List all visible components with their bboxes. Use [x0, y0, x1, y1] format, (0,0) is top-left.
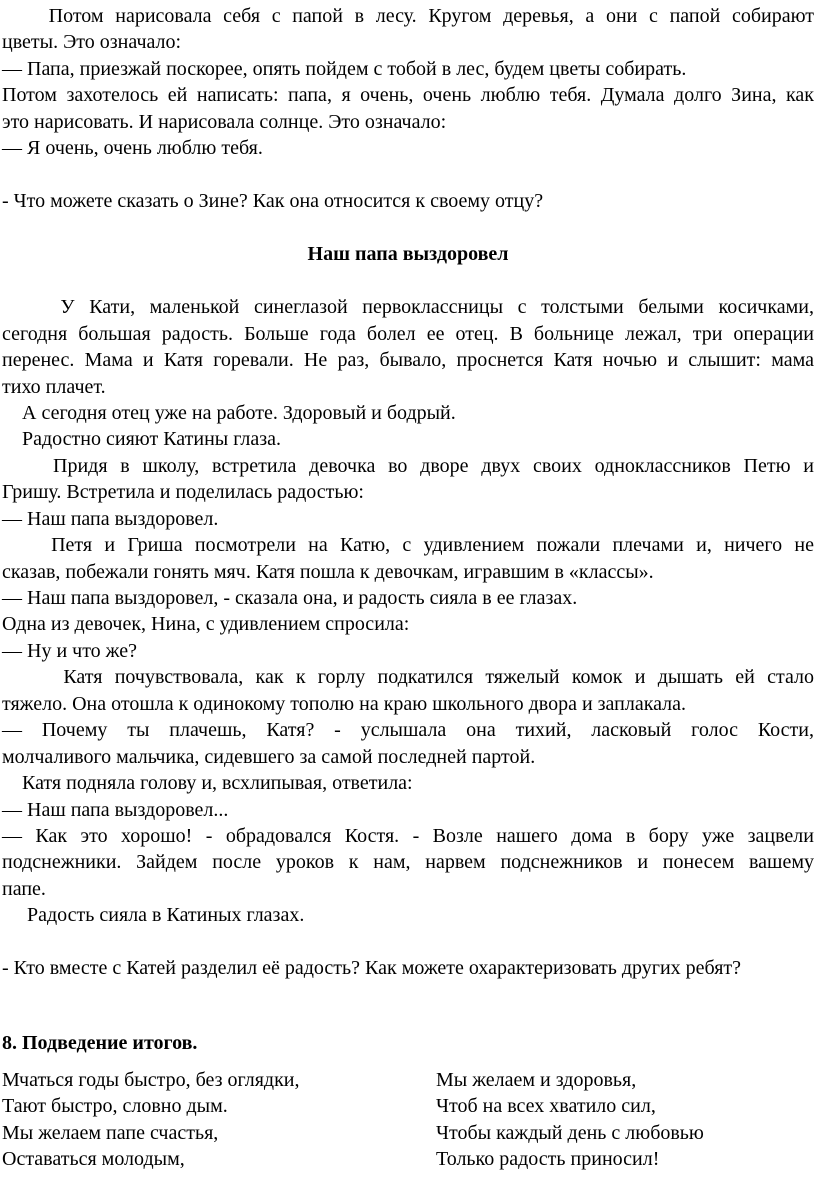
story-line: А сегодня отец уже на работе. Здоровый и бодрый.: [2, 402, 456, 424]
story-line: Придя в школу, встретила девочка во дворе двух своих одноклассников Петю и: [2, 455, 814, 477]
story-line: молчаливого мальчика, сидевшего за самой последней партой.: [2, 746, 536, 768]
story-line: Гришу. Встретила и поделилась радостью:: [2, 481, 364, 503]
intro-line: Потом нарисовала себя с папой в лесу. Кругом деревья, а они с папой собирают: [2, 5, 814, 27]
poem-right-line: Чтоб на всех хватило сил,: [436, 1095, 656, 1117]
story-line: Радость сияла в Катиных глазах.: [2, 904, 305, 926]
poem-right-line: Чтобы каждый день с любовью: [436, 1122, 704, 1144]
poem-left-line: Мы желаем папе счастья,: [2, 1122, 219, 1144]
story-line: — Наш папа выздоровел.: [2, 508, 219, 530]
intro-line: это нарисовать. И нарисовала солнце. Это означало:: [2, 111, 447, 133]
story-line: перенес. Мама и Катя горевали. Не раз, бывало, проснется Катя ночью и слышит: мама: [2, 349, 814, 371]
poem-right-line: Мы желаем и здоровья,: [436, 1069, 637, 1091]
story-line: Одна из девочек, Нина, с удивлением спросила:: [2, 613, 410, 635]
story-line: сегодня большая радость. Больше года болел ее отец. В больнице лежал, три операции: [2, 323, 814, 345]
story-line: — Наш папа выздоровел, - сказала она, и радость сияла в ее глазах.: [2, 587, 578, 609]
intro-dialogue: — Папа, приезжай поскорее, опять пойдем с тобой в лес, будем цветы собирать.: [2, 58, 687, 80]
story-line: тихо плачет.: [2, 376, 106, 398]
poem-right-line: Только радость приносил!: [436, 1148, 660, 1170]
question-2: - Кто вместе с Катей разделил её радость? Как можете охарактеризовать других ребят?: [2, 957, 742, 979]
story-title: Наш папа выздоровел: [307, 243, 509, 265]
poem-left-line: Тают быстро, словно дым.: [2, 1095, 228, 1117]
story-line: тяжело. Она отошла к одинокому тополю на краю школьного двора и заплакала.: [2, 693, 687, 715]
story-line: Петя и Гриша посмотрели на Катю, с удивлением пожали плечами и, ничего не: [2, 534, 814, 556]
story-line: Катя почувствовала, как к горлу подкатился тяжелый комок и дышать ей стало: [2, 666, 814, 688]
story-line: Радостно сияют Катины глаза.: [2, 428, 282, 450]
story-line: сказав, побежали гонять мяч. Катя пошла к девочкам, игравшим в «классы».: [2, 561, 654, 583]
story-line: — Как это хорошо! - обрадовался Костя. - Возле нашего дома в бору уже зацвели: [2, 825, 814, 847]
story-line: У Кати, маленькой синеглазой первоклассницы с толстыми белыми косичками,: [2, 296, 814, 318]
question-1: - Что можете сказать о Зине? Как она относится к своему отцу?: [2, 190, 544, 212]
story-line: — Почему ты плачешь, Катя? - услышала она тихий, ласковый голос Кости,: [2, 719, 814, 741]
intro-line: цветы. Это означало:: [2, 31, 182, 53]
story-line: папе.: [2, 878, 46, 900]
story-line: подснежники. Зайдем после уроков к нам, нарвем подснежников и понесем вашему: [2, 851, 814, 873]
story-line: Катя подняла голову и, всхлипывая, ответила:: [2, 772, 413, 794]
section-heading: 8. Подведение итогов.: [2, 1032, 198, 1054]
intro-line: Потом захотелось ей написать: папа, я очень, очень люблю тебя. Думала долго Зина, как: [2, 84, 814, 106]
poem-left-line: Мчаться годы быстро, без оглядки,: [2, 1069, 300, 1091]
poem-left-line: Оставаться молодым,: [2, 1148, 185, 1170]
story-line: — Наш папа выздоровел...: [2, 799, 229, 821]
story-line: — Ну и что же?: [2, 640, 137, 662]
intro-dialogue: — Я очень, очень люблю тебя.: [2, 137, 263, 159]
